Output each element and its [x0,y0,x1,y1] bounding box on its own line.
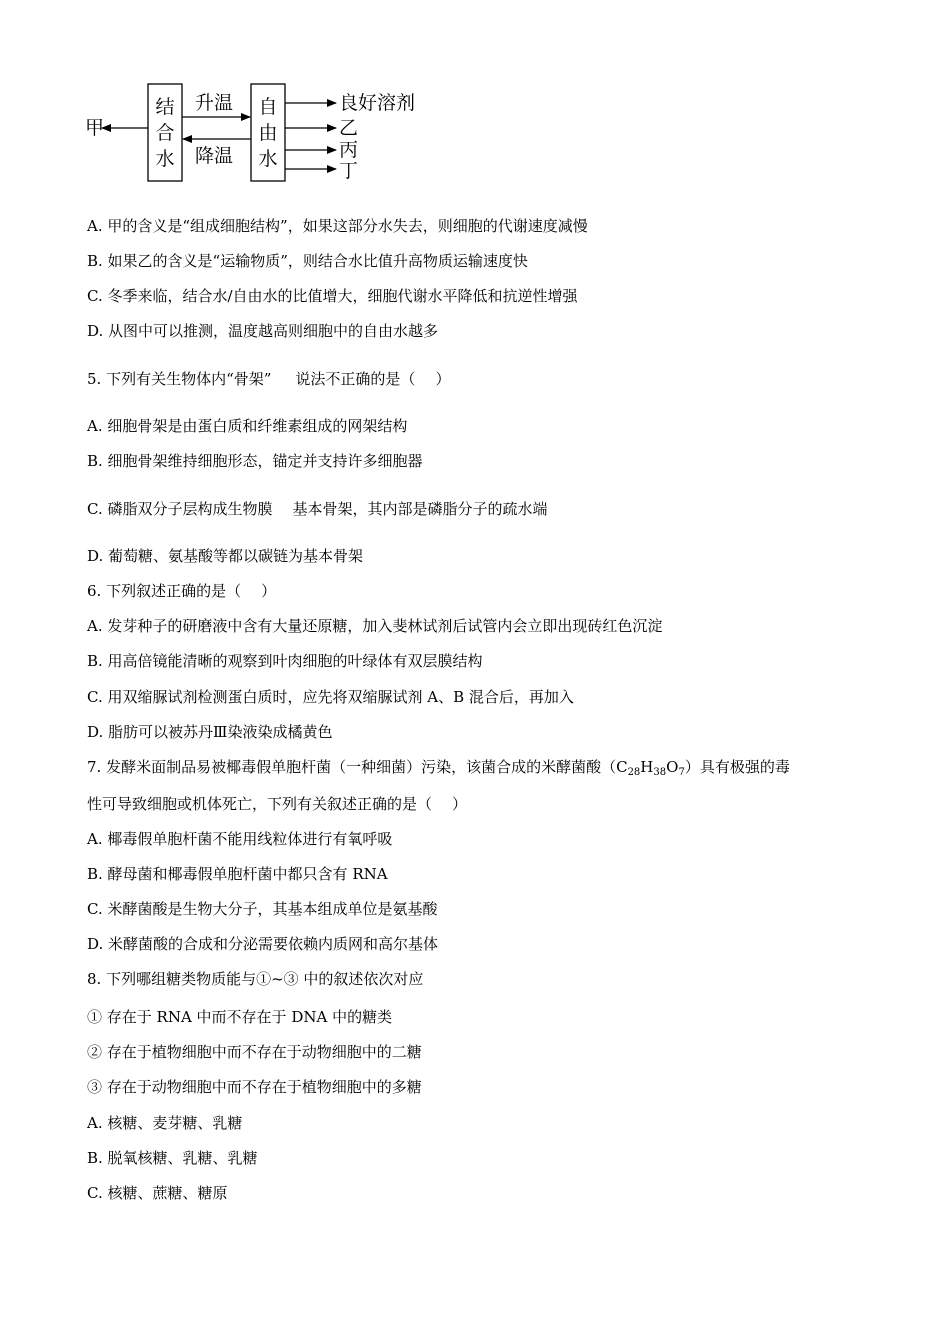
free-water-char-3: 水 [258,148,278,170]
bound-water-char-1: 结 [155,96,175,118]
q6-option-c: C. 用双缩脲试剂检测蛋白质时，应先将双缩脲试剂 A、B 混合后，再加入 [87,688,574,706]
label-good-solvent: 良好溶剂 [339,92,416,114]
label-bing: 丙 [339,139,359,161]
q6-option-d: D. 脂肪可以被苏丹Ⅲ染液染成橘黄色 [87,723,333,741]
q7-mid-h: H [640,758,654,776]
q4-option-d: D. 从图中可以推测，温度越高则细胞中的自由水越多 [87,322,439,340]
q7-sub-c: 28 [627,767,641,778]
label-ding: 丁 [339,160,359,182]
q7-stem2-a: 性可导致细胞或机体死亡，下列有关叙述正确的是（ [87,795,433,813]
q7-option-c: C. 米酵菌酸是生物大分子，其基本组成单位是氨基酸 [87,900,438,918]
q8-option-c: C. 核糖、蔗糖、糖原 [87,1184,228,1202]
q5-option-c-a: C. 磷脂双分子层构成生物膜 [87,500,273,518]
q7-sub-o: 7 [678,767,685,778]
q7-stem-line1 [87,757,790,777]
q7-stem1-a: 7. 发酵米面制品易被椰毒假单胞杆菌（一种细菌）污染，该菌合成的米酵菌酸（C [87,758,628,776]
q6-option-b: B. 用高倍镜能清晰的观察到叶肉细胞的叶绿体有双层膜结构 [87,652,483,670]
q4-option-b: B. 如果乙的含义是“运输物质”，则结合水比值升高物质运输速度快 [87,252,528,270]
q5-option-c [87,499,548,519]
q7-stem2-b: ） [452,795,468,813]
q8-option-b: B. 脱氧核糖、乳糖、乳糖 [87,1149,258,1167]
q5-option-d: D. 葡萄糖、氨基酸等都以碳链为基本骨架 [87,547,364,565]
q8-item-3: ③ 存在于动物细胞中而不存在于植物细胞中的多糖 [87,1078,422,1096]
q4-option-a: A. 甲的含义是“组成细胞结构”，如果这部分水失去，则细胞的代谢速度减慢 [87,217,588,235]
q8-option-a: A. 核糖、麦芽糖、乳糖 [87,1114,243,1132]
q8-stem: 8. 下列哪组糖类物质能与①~③ 中的叙述依次对应 [87,970,424,988]
q7-option-d: D. 米酵菌酸的合成和分泌需要依赖内质网和高尔基体 [87,935,439,953]
q5-option-b: B. 细胞骨架维持细胞形态，锚定并支持许多细胞器 [87,452,423,470]
q5-stem-b: 说法不正确的是（ [295,370,416,388]
q5-option-a: A. 细胞骨架是由蛋白质和纤维素组成的网架结构 [87,417,408,435]
q6-stem-a: 6. 下列叙述正确的是（ [87,582,242,600]
q6-stem [87,581,276,601]
free-water-char-1: 自 [258,96,278,118]
q8-item-2: ② 存在于植物细胞中而不存在于动物细胞中的二糖 [87,1043,422,1061]
bound-water-char-3: 水 [155,148,175,170]
q7-option-b: B. 酵母菌和椰毒假单胞杆菌中都只含有 RNA [87,865,388,883]
q7-stem1-b: ）具有极强的毒 [684,758,790,776]
q5-stem-a: 5. 下列有关生物体内“骨架” [87,370,272,388]
bound-water-char-2: 合 [155,122,175,144]
q7-mid-o: O [666,758,679,776]
q6-stem-b: ） [261,582,277,600]
q6-option-a: A. 发芽种子的研磨液中含有大量还原糖，加入斐林试剂后试管内会立即出现砖红色沉淀 [87,617,663,635]
label-jia: 甲 [85,117,105,139]
q7-stem-line2 [87,794,467,814]
q4-option-c: C. 冬季来临，结合水/自由水的比值增大，细胞代谢水平降低和抗逆性增强 [87,287,578,305]
q5-option-c-b: 基本骨架，其内部是磷脂分子的疏水端 [292,500,548,518]
q7-option-a: A. 椰毒假单胞杆菌不能用线粒体进行有氧呼吸 [87,830,393,848]
label-yi: 乙 [339,117,359,139]
water-diagram [80,78,440,188]
q8-item-1: ① 存在于 RNA 中而不存在于 DNA 中的糖类 [87,1008,393,1026]
free-water-char-2: 由 [258,122,278,144]
label-heat: 升温 [195,92,234,114]
label-cool: 降温 [195,145,234,167]
q5-stem [87,369,450,389]
q7-sub-h: 38 [653,767,667,778]
q5-stem-c: ） [435,370,451,388]
